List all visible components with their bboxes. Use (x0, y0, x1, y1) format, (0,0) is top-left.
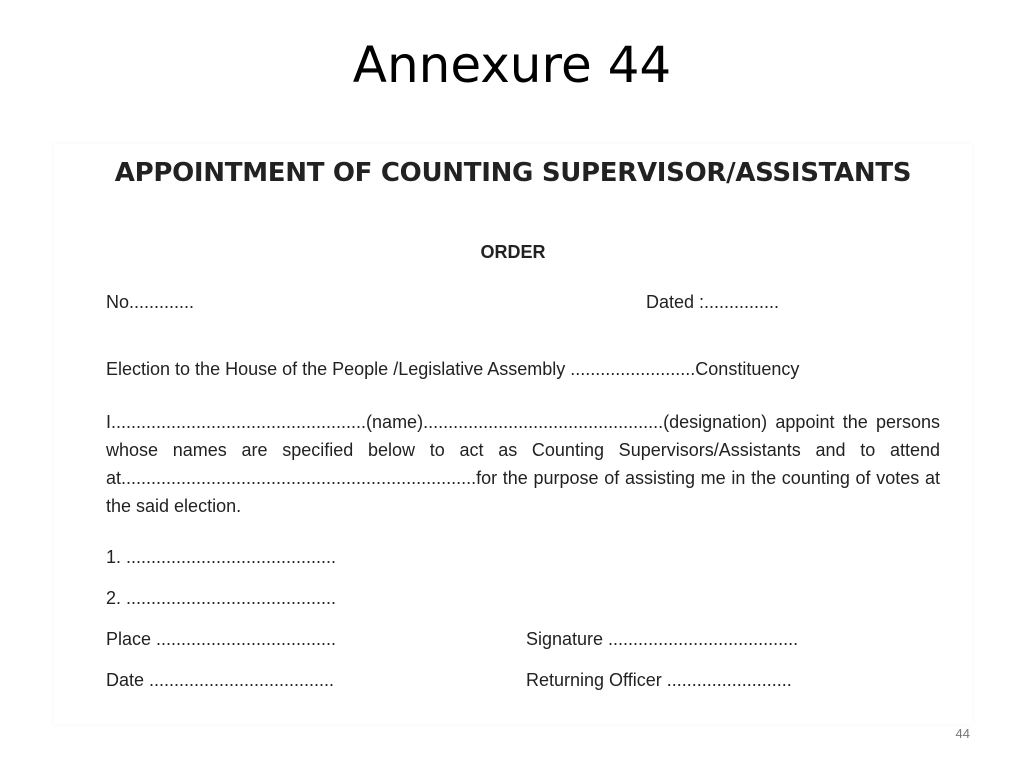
slide-title: Annexure 44 (352, 36, 672, 94)
appointment-form-document (54, 144, 972, 724)
order-label: ORDER (480, 242, 546, 262)
page-number: 44 (955, 726, 970, 741)
list-item: 2. .......................................... (106, 588, 337, 608)
signature-field: Signature ...................................... (526, 629, 799, 649)
list-item: 1. .......................................... (106, 547, 337, 567)
appointment-paragraph: I...................................................(name)................................................(designation) appoint the persons whose names are specified below to act as Counting Supervisors/Assistants and to attend at.......................................................................for the purpose of assisting me in the counting of votes at the said election. (106, 412, 940, 516)
form-heading: APPOINTMENT OF COUNTING SUPERVISOR/ASSISTANTS (114, 158, 912, 188)
returning-officer-field: Returning Officer ......................... (526, 670, 792, 690)
dated-field: Dated :............... (646, 292, 780, 312)
date-field: Date ..................................... (106, 670, 335, 690)
order-number-field: No............. (106, 292, 195, 312)
place-field: Place .................................... (106, 629, 337, 649)
election-constituency-line: Election to the House of the People /Legislative Assembly .........................Constituency (106, 359, 800, 379)
